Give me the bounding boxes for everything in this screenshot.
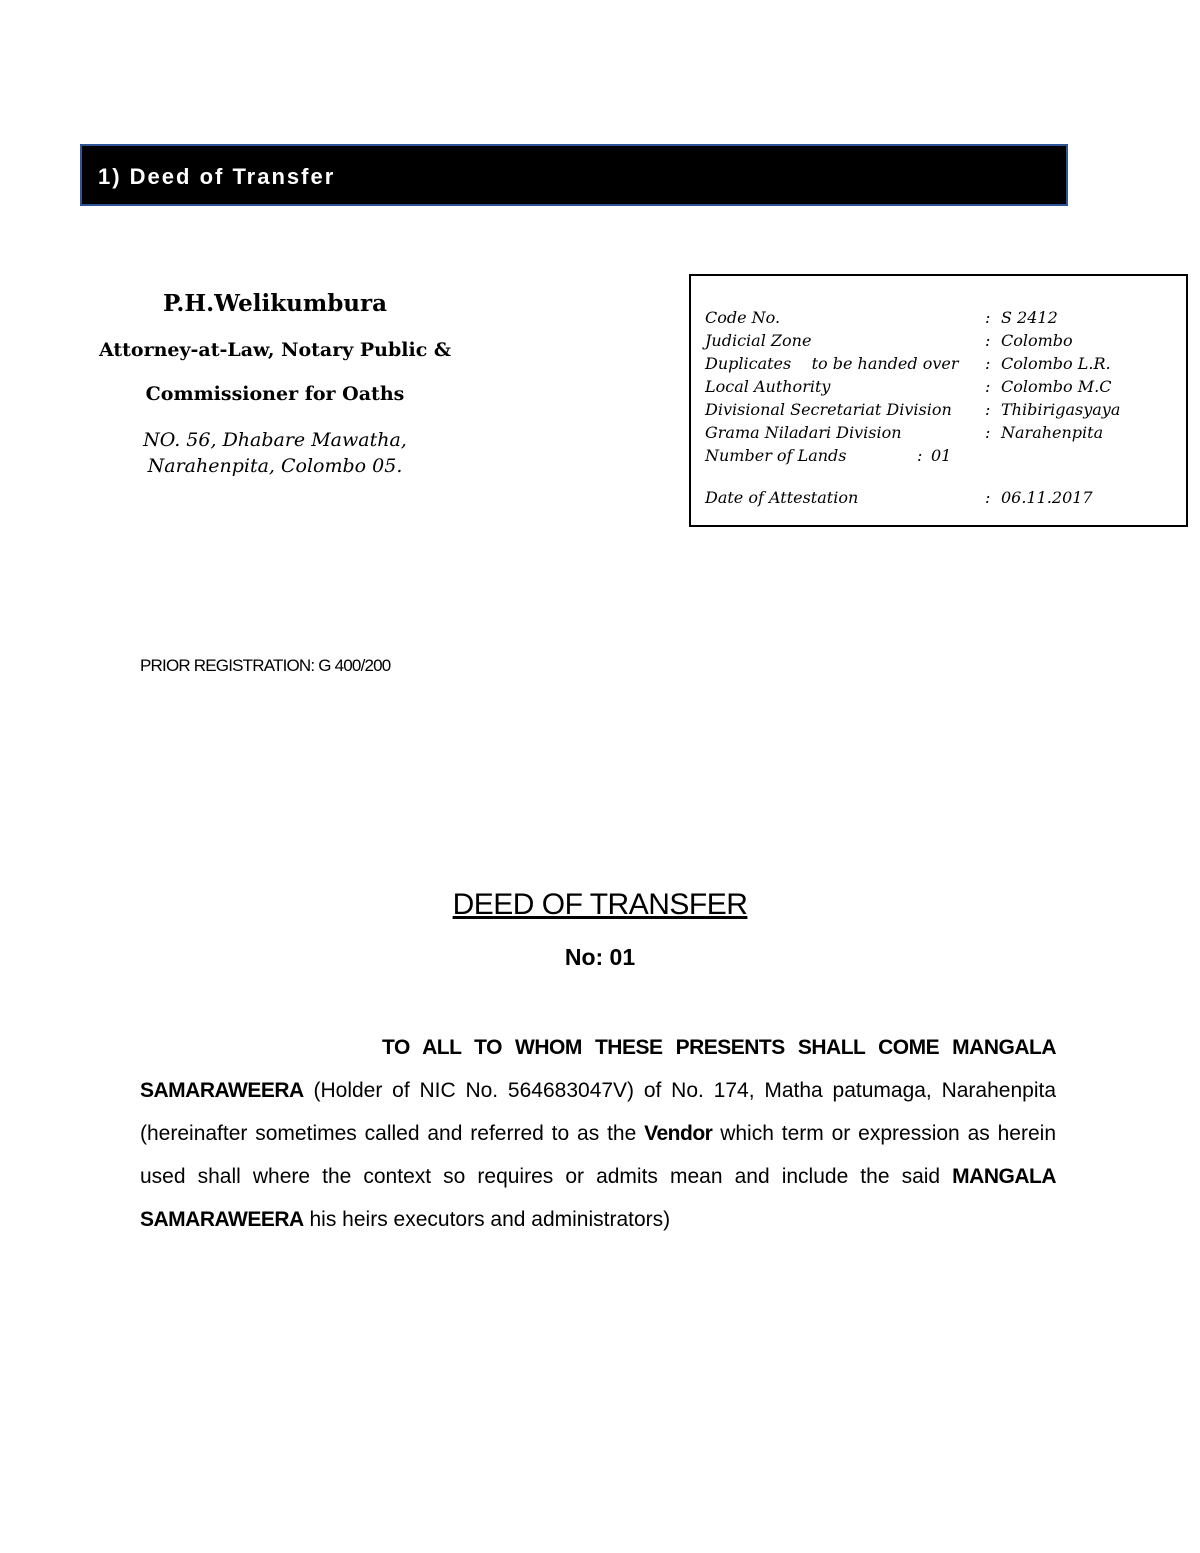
notary-address-line1: NO. 56, Dhabare Mawatha, [143,429,407,451]
detail-value: 06.11.2017 [1001,488,1093,507]
detail-value: Colombo L.R. [1001,354,1111,373]
detail-label: Judicial Zone [705,331,812,350]
detail-separator: : [985,354,991,373]
deed-title: DEED OF TRANSFER [452,888,748,921]
detail-separator: : [985,308,991,327]
deed-number: No: 01 [564,944,636,970]
detail-label: Duplicates to be handed over [705,354,959,373]
body-text: which term or expression as herein used shall where the context so requires or admits mean and include the said [140,1122,1056,1188]
notary-title-line1: Attorney-at-Law, Notary Public & [98,339,452,361]
prior-registration: PRIOR REGISTRATION: G 400/200 [140,656,391,675]
deed-details-box [689,274,1188,527]
detail-label: Number of Lands [705,446,847,465]
detail-separator: : [917,446,923,465]
detail-label: Date of Attestation [705,488,859,507]
notary-title-line2: Commissioner for Oaths [145,383,405,405]
detail-value: Colombo [1001,331,1073,350]
detail-label: Local Authority [705,377,831,396]
notary-address-line2: Narahenpita, Colombo 05. [147,455,403,477]
detail-separator: : [985,488,991,507]
detail-value: S 2412 [1001,308,1058,327]
detail-separator: : [985,400,991,419]
detail-value: 01 [931,446,952,465]
body-vendor-name: MANGALA SAMARAWEERA [140,1165,1056,1231]
detail-separator: : [985,377,991,396]
detail-value: Colombo M.C [1001,377,1112,396]
notary-name: P.H.Welikumbura [162,290,388,317]
section-banner [80,144,1068,206]
detail-label: Divisional Secretariat Division [705,400,952,419]
body-heading-text: TO ALL TO WHOM THESE PRESENTS SHALL COME MANGALA SAMARAWEERA [140,1036,1056,1102]
detail-separator: : [985,423,991,442]
body-text: his heirs executors and administrators) [303,1208,671,1231]
detail-separator: : [985,331,991,350]
body-vendor-term: Vendor [644,1122,713,1145]
detail-value: Thibirigasyaya [1001,400,1121,419]
detail-value: Narahenpita [1001,423,1104,442]
deed-body-paragraph [140,1026,1056,1241]
body-text: (Holder of NIC No. 564683047V) of No. 174, Matha patumaga, Narahenpita (hereinafter sometimes called and referred to as the [140,1079,1056,1145]
notary-block [90,290,460,479]
detail-label: Grama Niladari Division [705,423,902,442]
detail-label: Code No. [705,308,781,327]
section-title: 1) Deed of Transfer [98,164,336,189]
